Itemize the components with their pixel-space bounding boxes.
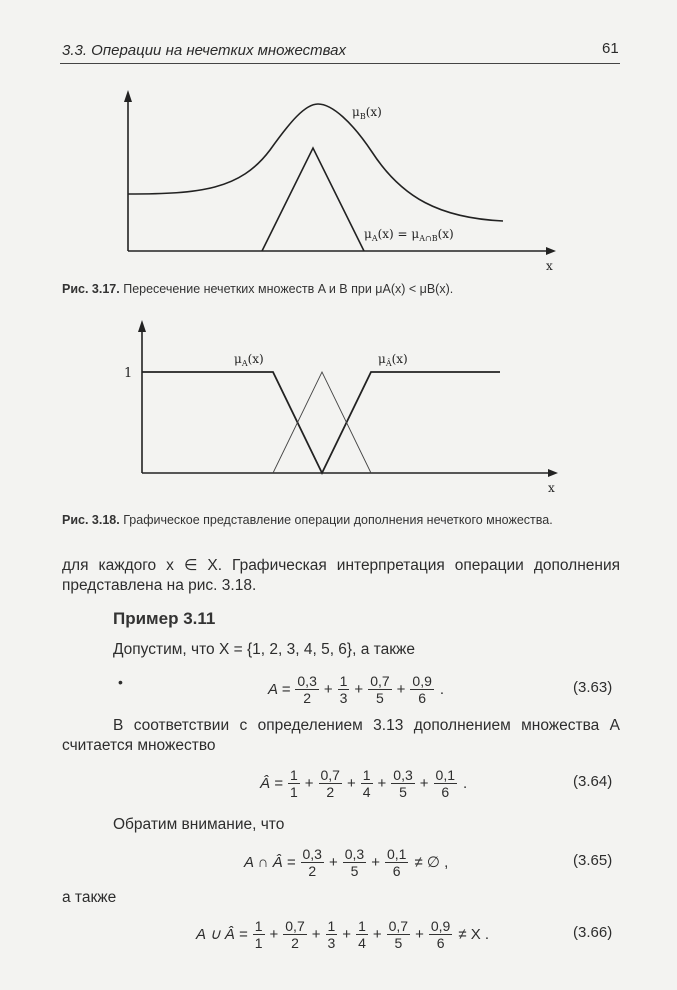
fraction-term bbox=[326, 918, 338, 951]
fraction-numerator: 0,7 bbox=[285, 917, 305, 934]
fraction-numerator: 0,9 bbox=[430, 917, 451, 934]
fraction-term bbox=[361, 767, 373, 800]
fraction-denominator: 3 bbox=[327, 934, 336, 951]
fraction-numerator: 0,7 bbox=[388, 917, 409, 934]
plus-sign: + bbox=[304, 774, 314, 792]
equation-number-3-65: (3.65) bbox=[573, 852, 613, 869]
fraction-numerator: 1 bbox=[339, 672, 348, 689]
formula-lhs: A ∪ Â = bbox=[196, 926, 248, 943]
fig1-curve-muB bbox=[128, 104, 503, 221]
plus-sign: + bbox=[269, 925, 279, 943]
formula-tail: ≠ X . bbox=[458, 925, 490, 943]
fraction-denominator: 6 bbox=[418, 689, 427, 706]
fraction-denominator: 1 bbox=[254, 934, 263, 951]
fraction-numerator: 1 bbox=[254, 917, 263, 934]
fraction-denominator: 5 bbox=[350, 862, 359, 879]
fig2-label-muA: $\mu_A(x)$ bbox=[234, 352, 264, 368]
running-header: 3.3. Операции на нечетких множествах bbox=[62, 42, 346, 59]
fraction-term bbox=[391, 767, 414, 800]
fraction-denominator: 6 bbox=[441, 783, 450, 800]
fig1-x-arrow bbox=[546, 247, 556, 255]
formula-tail: . bbox=[439, 680, 445, 698]
fig1-x-label: x bbox=[546, 259, 553, 273]
fraction-denominator: 2 bbox=[303, 689, 312, 706]
fig1-triangle-muA bbox=[262, 148, 364, 251]
fraction-numerator: 0,7 bbox=[370, 672, 390, 689]
paragraph-complement-intro: для каждого x ∈ X. Графическая интерпретация операции дополнения представлена на рис. 3.18. bbox=[62, 557, 620, 594]
fraction-term bbox=[338, 673, 350, 706]
fraction-term bbox=[368, 673, 391, 706]
plus-sign: + bbox=[396, 680, 406, 698]
plus-sign: + bbox=[419, 774, 429, 792]
plus-sign: + bbox=[377, 774, 387, 792]
fig2-label-muAc: $\mu_Â(x)$ bbox=[378, 352, 408, 368]
fraction-numerator: 0,9 bbox=[412, 672, 432, 689]
fraction-denominator: 3 bbox=[339, 689, 348, 706]
formula-lhs: A = bbox=[268, 680, 291, 698]
fraction-denominator: 5 bbox=[399, 783, 407, 800]
caption-text: Графическое представление операции дополнения нечеткого множества. bbox=[123, 513, 553, 527]
fraction-denominator: 6 bbox=[392, 862, 401, 879]
fraction-term bbox=[301, 846, 324, 879]
fraction-denominator: 4 bbox=[362, 783, 371, 800]
formula-3-64 bbox=[260, 763, 467, 803]
plus-sign: + bbox=[323, 680, 333, 698]
fraction-denominator: 6 bbox=[436, 934, 445, 951]
fraction-numerator: 0,3 bbox=[393, 766, 413, 783]
fraction-denominator: 4 bbox=[358, 934, 366, 951]
fig2-triangle-muA bbox=[273, 372, 371, 473]
fig2-y-arrow bbox=[138, 320, 146, 332]
fraction-numerator: 0,3 bbox=[297, 672, 317, 689]
formula-lhs: Â = bbox=[260, 774, 283, 792]
fig2-x-arrow bbox=[548, 469, 558, 477]
plus-sign: + bbox=[311, 925, 321, 943]
fig1-y-arrow bbox=[124, 90, 132, 102]
formula-lhs: A ∩ Â = bbox=[244, 853, 296, 871]
plus-sign: + bbox=[371, 853, 380, 871]
fraction-denominator: 5 bbox=[394, 934, 403, 951]
fig2-curve-complement bbox=[142, 372, 500, 473]
fig1-label-muB: $\mu_B(x)$ bbox=[352, 105, 382, 121]
figure-3-17-caption bbox=[62, 282, 453, 296]
fraction-denominator: 1 bbox=[289, 783, 298, 800]
fraction-term bbox=[434, 767, 457, 800]
equation-number-3-64: (3.64) bbox=[573, 773, 613, 790]
fraction-term bbox=[283, 918, 306, 951]
fig2-x-label: x bbox=[548, 481, 555, 495]
fraction-numerator: 1 bbox=[289, 766, 298, 783]
caption-number: Рис. 3.17. bbox=[62, 282, 120, 296]
formula-3-65 bbox=[244, 842, 448, 882]
fraction-term bbox=[343, 846, 366, 879]
fraction-term bbox=[387, 918, 410, 951]
paragraph-also: а также bbox=[62, 889, 117, 906]
paragraph-assume: Допустим, что X = {1, 2, 3, 4, 5, 6}, а также bbox=[113, 641, 415, 658]
fraction-numerator: 0,3 bbox=[344, 845, 365, 862]
fraction-term bbox=[429, 918, 452, 951]
fraction-numerator: 0,3 bbox=[302, 845, 322, 862]
fraction-numerator: 1 bbox=[362, 766, 371, 783]
fraction-term bbox=[356, 918, 368, 951]
figure-3-18-caption bbox=[62, 513, 553, 527]
figure-3-18 bbox=[0, 310, 677, 500]
plus-sign: + bbox=[354, 680, 364, 698]
figure-3-17 bbox=[0, 80, 677, 280]
formula-3-63 bbox=[268, 669, 444, 709]
equation-number-3-66: (3.66) bbox=[573, 924, 613, 941]
paragraph-definition: В соответствии с определением 3.13 дополнением множества A считается множество bbox=[62, 717, 620, 754]
fraction-denominator: 2 bbox=[326, 783, 335, 800]
fig2-y-tick-1: 1 bbox=[124, 366, 133, 381]
header-rule bbox=[60, 63, 620, 64]
formula-tail: ≠ ∅ , bbox=[414, 854, 449, 871]
fraction-numerator: 1 bbox=[358, 917, 366, 934]
fraction-numerator: 0,1 bbox=[386, 845, 407, 862]
plus-sign: + bbox=[346, 774, 356, 792]
bullet-mark: • bbox=[118, 674, 123, 690]
formula-tail: . bbox=[463, 774, 468, 792]
fraction-term bbox=[385, 846, 408, 879]
fraction-numerator: 0,1 bbox=[435, 766, 455, 783]
fraction-denominator: 2 bbox=[308, 862, 317, 879]
fraction-numerator: 1 bbox=[327, 917, 336, 934]
fraction-numerator: 0,7 bbox=[320, 766, 340, 783]
plus-sign: + bbox=[372, 925, 382, 943]
fraction-term bbox=[319, 767, 342, 800]
fraction-term bbox=[288, 767, 300, 800]
fraction-denominator: 2 bbox=[291, 934, 299, 951]
example-heading: Пример 3.11 bbox=[113, 609, 216, 628]
plus-sign: + bbox=[328, 853, 338, 871]
caption-text: Пересечение нечетких множеств A и B при μA(x) < μB(x). bbox=[123, 282, 454, 296]
fraction-term bbox=[410, 673, 433, 706]
caption-number: Рис. 3.18. bbox=[62, 513, 120, 527]
fraction-term bbox=[253, 918, 265, 951]
page-number: 61 bbox=[602, 40, 619, 57]
fraction-term bbox=[295, 673, 318, 706]
plus-sign: + bbox=[415, 925, 424, 943]
formula-3-66 bbox=[196, 914, 489, 954]
plus-sign: + bbox=[342, 925, 352, 943]
equation-number-3-63: (3.63) bbox=[573, 679, 613, 696]
paragraph-note: Обратим внимание, что bbox=[113, 816, 285, 833]
fig1-label-muA: $\mu_A(x) = \mu_{A\cap B}(x)$ bbox=[364, 227, 454, 243]
fraction-denominator: 5 bbox=[376, 689, 384, 706]
